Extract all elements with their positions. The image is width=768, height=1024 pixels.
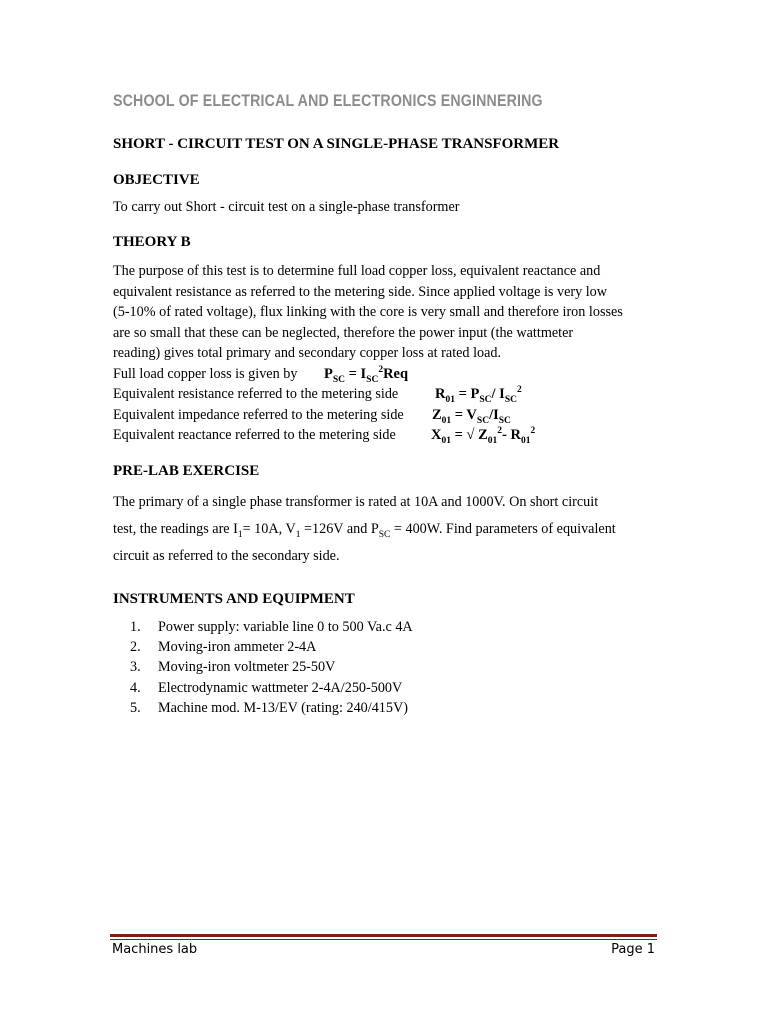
resistance-formula: $R_{01} = P_{SC}/$ $I_{SC}^2$ <box>435 385 522 405</box>
prelab-line: circuit as referred to the secondary side. <box>113 548 340 564</box>
instruments-heading: INSTRUMENTS AND EQUIPMENT <box>113 591 355 607</box>
copper-loss-formula: $P_{SC} = I_{SC}^2Req$ <box>324 364 409 385</box>
prelab-heading: PRE-LAB EXERCISE <box>113 463 260 479</box>
formula-label: Full load copper loss is given by <box>113 365 298 382</box>
footer-rule <box>110 934 657 937</box>
prelab-line: The primary of a single phase transformer is rated at 10A and 1000V. On short circuit <box>113 494 599 510</box>
objective-text: To carry out Short - circuit test on a single-phase transformer <box>113 199 460 215</box>
list-item: 2. Moving-iron ammeter 2-4A <box>130 639 317 656</box>
copper-loss-row <box>113 364 673 385</box>
list-item: 1. Power supply: variable line 0 to 500 Va.c 4A <box>130 619 413 635</box>
school-heading: SCHOOL OF ELECTRICAL AND ELECTRONICS ENGINNERING <box>113 92 543 110</box>
theory-line: (5-10% of rated voltage), flux linking with the core is very small and therefore iron losses <box>113 304 623 320</box>
list-item: 3. Moving-iron voltmeter 25-50V <box>130 659 336 676</box>
theory-heading: THEORY B <box>113 234 191 250</box>
resistance-row <box>113 384 673 405</box>
prelab-body <box>113 489 673 570</box>
list-item: 5. Machine mod. M-13/EV (rating: 240/415V) <box>130 699 408 716</box>
document-title: SHORT - CIRCUIT TEST ON A SINGLE-PHASE TRANSFORMER <box>113 136 560 152</box>
objective-heading: OBJECTIVE <box>113 172 200 188</box>
theory-line: reading) gives total primary and secondary copper loss at rated load. <box>113 345 502 361</box>
reactance-row <box>113 425 673 446</box>
formula-label: Equivalent resistance referred to the metering side <box>113 386 399 402</box>
impedance-row <box>113 405 673 426</box>
list-item: 4. Electrodynamic wattmeter 2-4A/250-500V <box>130 679 403 696</box>
theory-line: are so small that these can be neglected, therefore the power input (the wattmeter <box>113 324 574 341</box>
theory-line: The purpose of this test is to determine full load copper loss, equivalent reactance and <box>113 263 601 279</box>
footer-rule-thin <box>110 939 657 940</box>
footer-page-number: Page 1 <box>611 942 655 957</box>
instruments-list <box>130 617 413 718</box>
theory-line: equivalent resistance as referred to the metering side. Since applied voltage is very low <box>113 283 608 300</box>
formula-label: Equivalent reactance referred to the metering side <box>113 427 396 443</box>
prelab-line: test, the readings are $I_1= 10A$, $V_1 =126V$ and $P_{SC} = 400W$. Find parameters of equivalent <box>113 521 616 540</box>
impedance-formula: $Z_{01} = V_{SC}/I_{SC}$ <box>432 406 511 426</box>
footer-course: Machines lab <box>112 942 198 957</box>
formula-label: Equivalent impedance referred to the metering side <box>113 406 404 423</box>
theory-body <box>113 261 673 446</box>
reactance-formula: $X_{01}$ = √ $Z_{01}^2-$ $R_{01}^2$ <box>431 426 536 446</box>
